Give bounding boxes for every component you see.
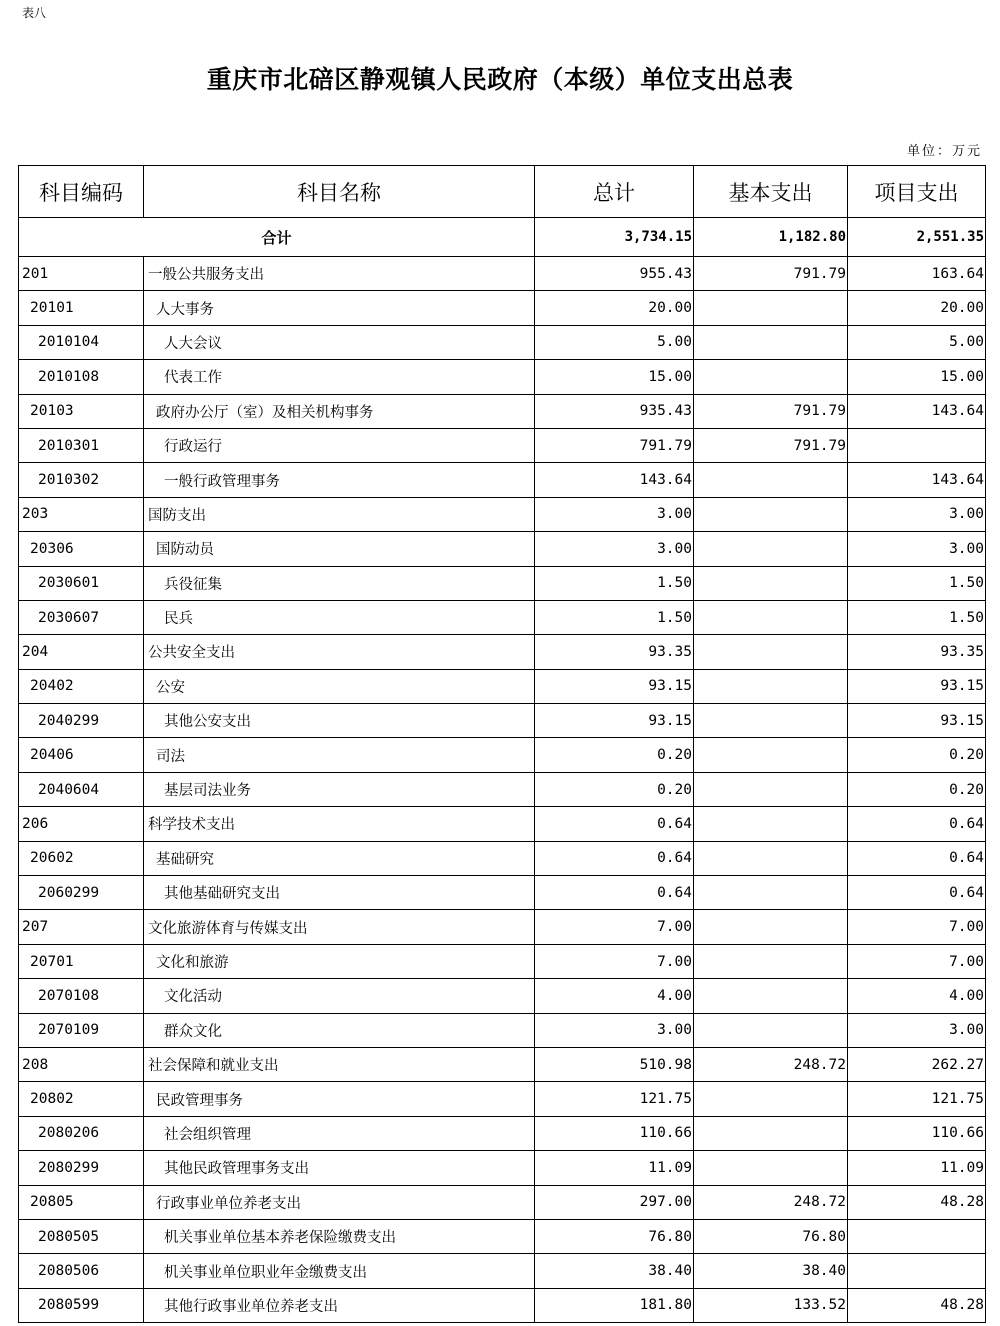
row-project: 3.00	[848, 532, 986, 566]
table-row	[19, 600, 986, 634]
row-basic	[694, 497, 848, 531]
row-name: 公安	[144, 669, 535, 703]
row-total: 935.43	[535, 394, 694, 428]
table-row	[19, 1288, 986, 1322]
row-total: 15.00	[535, 360, 694, 394]
row-total: 93.15	[535, 704, 694, 738]
row-name: 行政运行	[144, 428, 535, 462]
row-basic	[694, 738, 848, 772]
col-header-total: 总计	[535, 166, 694, 218]
row-basic	[694, 704, 848, 738]
row-name: 其他公安支出	[144, 704, 535, 738]
table-row	[19, 910, 986, 944]
row-basic	[694, 566, 848, 600]
row-name: 兵役征集	[144, 566, 535, 600]
row-basic	[694, 807, 848, 841]
row-basic	[694, 841, 848, 875]
row-basic	[694, 600, 848, 634]
row-project: 4.00	[848, 979, 986, 1013]
row-code: 20701	[19, 944, 144, 978]
row-basic	[694, 1082, 848, 1116]
row-code: 208	[19, 1047, 144, 1081]
row-project: 0.64	[848, 876, 986, 910]
row-basic	[694, 463, 848, 497]
row-name: 基层司法业务	[144, 772, 535, 806]
row-name: 其他行政事业单位养老支出	[144, 1288, 535, 1322]
row-total: 38.40	[535, 1254, 694, 1288]
row-basic	[694, 910, 848, 944]
col-header-name: 科目名称	[144, 166, 535, 218]
row-project: 7.00	[848, 910, 986, 944]
row-project: 20.00	[848, 291, 986, 325]
row-code: 2030601	[19, 566, 144, 600]
row-project: 93.15	[848, 704, 986, 738]
total-basic: 1,182.80	[694, 218, 848, 257]
row-code: 2080505	[19, 1219, 144, 1253]
row-name: 文化和旅游	[144, 944, 535, 978]
row-name: 机关事业单位基本养老保险缴费支出	[144, 1219, 535, 1253]
row-total: 93.35	[535, 635, 694, 669]
row-basic	[694, 944, 848, 978]
row-basic	[694, 772, 848, 806]
row-basic	[694, 360, 848, 394]
table-row	[19, 497, 986, 531]
row-project: 121.75	[848, 1082, 986, 1116]
row-basic: 133.52	[694, 1288, 848, 1322]
row-name: 一般公共服务支出	[144, 257, 535, 291]
row-code: 2010302	[19, 463, 144, 497]
row-project: 11.09	[848, 1151, 986, 1185]
table-row	[19, 1185, 986, 1219]
row-name: 其他民政管理事务支出	[144, 1151, 535, 1185]
row-total: 7.00	[535, 910, 694, 944]
row-basic	[694, 979, 848, 1013]
row-basic: 791.79	[694, 428, 848, 462]
row-basic	[694, 291, 848, 325]
row-name: 社会组织管理	[144, 1116, 535, 1150]
table-row	[19, 394, 986, 428]
table-row	[19, 1151, 986, 1185]
row-code: 2070108	[19, 979, 144, 1013]
row-name: 社会保障和就业支出	[144, 1047, 535, 1081]
page-title: 重庆市北碚区静观镇人民政府（本级）单位支出总表	[206, 65, 794, 94]
row-project: 1.50	[848, 566, 986, 600]
table-row	[19, 876, 986, 910]
row-basic	[694, 635, 848, 669]
row-total: 121.75	[535, 1082, 694, 1116]
row-code: 201	[19, 257, 144, 291]
table-row	[19, 1013, 986, 1047]
row-project	[848, 428, 986, 462]
row-project: 48.28	[848, 1288, 986, 1322]
row-total: 955.43	[535, 257, 694, 291]
row-code: 20802	[19, 1082, 144, 1116]
table-tag: 表八	[22, 6, 47, 20]
row-code: 2040604	[19, 772, 144, 806]
row-basic	[694, 325, 848, 359]
row-name: 国防支出	[144, 497, 535, 531]
table-row	[19, 291, 986, 325]
table-row	[19, 1254, 986, 1288]
row-project: 1.50	[848, 600, 986, 634]
row-project: 262.27	[848, 1047, 986, 1081]
row-code: 2010301	[19, 428, 144, 462]
row-total: 791.79	[535, 428, 694, 462]
table-row	[19, 325, 986, 359]
row-basic: 248.72	[694, 1047, 848, 1081]
row-name: 代表工作	[144, 360, 535, 394]
table-row	[19, 738, 986, 772]
row-project: 48.28	[848, 1185, 986, 1219]
row-name: 公共安全支出	[144, 635, 535, 669]
row-total: 3.00	[535, 1013, 694, 1047]
row-code: 203	[19, 497, 144, 531]
row-total: 20.00	[535, 291, 694, 325]
table-row	[19, 428, 986, 462]
row-code: 20101	[19, 291, 144, 325]
row-basic: 76.80	[694, 1219, 848, 1253]
row-code: 2080599	[19, 1288, 144, 1322]
row-code: 2010108	[19, 360, 144, 394]
row-total: 181.80	[535, 1288, 694, 1322]
row-name: 文化旅游体育与传媒支出	[144, 910, 535, 944]
row-total: 4.00	[535, 979, 694, 1013]
row-basic	[694, 876, 848, 910]
row-total: 0.64	[535, 876, 694, 910]
row-total: 1.50	[535, 566, 694, 600]
row-code: 20103	[19, 394, 144, 428]
row-project: 143.64	[848, 463, 986, 497]
row-name: 文化活动	[144, 979, 535, 1013]
row-total: 5.00	[535, 325, 694, 359]
row-name: 基础研究	[144, 841, 535, 875]
row-total: 1.50	[535, 600, 694, 634]
row-name: 司法	[144, 738, 535, 772]
table-row	[19, 979, 986, 1013]
table-row	[19, 772, 986, 806]
row-project: 0.64	[848, 841, 986, 875]
row-total: 76.80	[535, 1219, 694, 1253]
row-project: 0.64	[848, 807, 986, 841]
row-total: 143.64	[535, 463, 694, 497]
row-name: 政府办公厅（室）及相关机构事务	[144, 394, 535, 428]
row-code: 2030607	[19, 600, 144, 634]
row-total: 3.00	[535, 497, 694, 531]
table-row	[19, 257, 986, 291]
row-total: 297.00	[535, 1185, 694, 1219]
table-row	[19, 841, 986, 875]
row-project: 5.00	[848, 325, 986, 359]
row-code: 2040299	[19, 704, 144, 738]
row-project: 7.00	[848, 944, 986, 978]
row-code: 2060299	[19, 876, 144, 910]
row-project: 163.64	[848, 257, 986, 291]
col-header-code: 科目编码	[19, 166, 144, 218]
row-project: 110.66	[848, 1116, 986, 1150]
total-project: 2,551.35	[848, 218, 986, 257]
row-project: 3.00	[848, 497, 986, 531]
row-code: 2080206	[19, 1116, 144, 1150]
row-name: 一般行政管理事务	[144, 463, 535, 497]
row-name: 科学技术支出	[144, 807, 535, 841]
table-row	[19, 532, 986, 566]
row-project: 0.20	[848, 772, 986, 806]
row-code: 20805	[19, 1185, 144, 1219]
row-code: 20602	[19, 841, 144, 875]
expenditure-table	[18, 165, 986, 1323]
table-row	[19, 669, 986, 703]
row-basic: 38.40	[694, 1254, 848, 1288]
row-code: 2010104	[19, 325, 144, 359]
col-header-project: 项目支出	[848, 166, 986, 218]
row-basic	[694, 1151, 848, 1185]
row-total: 0.20	[535, 738, 694, 772]
table-row	[19, 807, 986, 841]
table-row	[19, 566, 986, 600]
total-row	[19, 218, 986, 257]
row-project: 15.00	[848, 360, 986, 394]
row-code: 20402	[19, 669, 144, 703]
row-code: 207	[19, 910, 144, 944]
row-project: 93.15	[848, 669, 986, 703]
header-row	[19, 166, 986, 218]
row-project: 143.64	[848, 394, 986, 428]
row-name: 行政事业单位养老支出	[144, 1185, 535, 1219]
row-name: 民兵	[144, 600, 535, 634]
row-basic	[694, 669, 848, 703]
row-basic	[694, 1116, 848, 1150]
row-project: 3.00	[848, 1013, 986, 1047]
total-label: 合计	[19, 218, 535, 257]
table-row	[19, 635, 986, 669]
row-basic: 791.79	[694, 394, 848, 428]
row-basic	[694, 1013, 848, 1047]
row-code: 20306	[19, 532, 144, 566]
row-total: 110.66	[535, 1116, 694, 1150]
row-name: 机关事业单位职业年金缴费支出	[144, 1254, 535, 1288]
table-row	[19, 463, 986, 497]
table-row	[19, 1116, 986, 1150]
row-code: 206	[19, 807, 144, 841]
row-code: 2070109	[19, 1013, 144, 1047]
table-row	[19, 1082, 986, 1116]
row-name: 群众文化	[144, 1013, 535, 1047]
row-project	[848, 1219, 986, 1253]
row-total: 93.15	[535, 669, 694, 703]
row-basic: 248.72	[694, 1185, 848, 1219]
row-basic	[694, 532, 848, 566]
row-total: 3.00	[535, 532, 694, 566]
row-code: 2080299	[19, 1151, 144, 1185]
unit-label: 单位：万元	[906, 144, 982, 159]
row-total: 0.20	[535, 772, 694, 806]
row-total: 0.64	[535, 841, 694, 875]
row-project: 0.20	[848, 738, 986, 772]
table-row	[19, 704, 986, 738]
row-total: 510.98	[535, 1047, 694, 1081]
table-row	[19, 360, 986, 394]
col-header-basic: 基本支出	[694, 166, 848, 218]
row-name: 民政管理事务	[144, 1082, 535, 1116]
row-basic: 791.79	[694, 257, 848, 291]
row-name: 国防动员	[144, 532, 535, 566]
table-row	[19, 944, 986, 978]
row-code: 204	[19, 635, 144, 669]
table-row	[19, 1047, 986, 1081]
row-total: 7.00	[535, 944, 694, 978]
row-name: 其他基础研究支出	[144, 876, 535, 910]
row-code: 2080506	[19, 1254, 144, 1288]
table-row	[19, 1219, 986, 1253]
row-total: 11.09	[535, 1151, 694, 1185]
row-name: 人大会议	[144, 325, 535, 359]
row-name: 人大事务	[144, 291, 535, 325]
row-total: 0.64	[535, 807, 694, 841]
row-project: 93.35	[848, 635, 986, 669]
row-code: 20406	[19, 738, 144, 772]
row-project	[848, 1254, 986, 1288]
total-sum: 3,734.15	[535, 218, 694, 257]
